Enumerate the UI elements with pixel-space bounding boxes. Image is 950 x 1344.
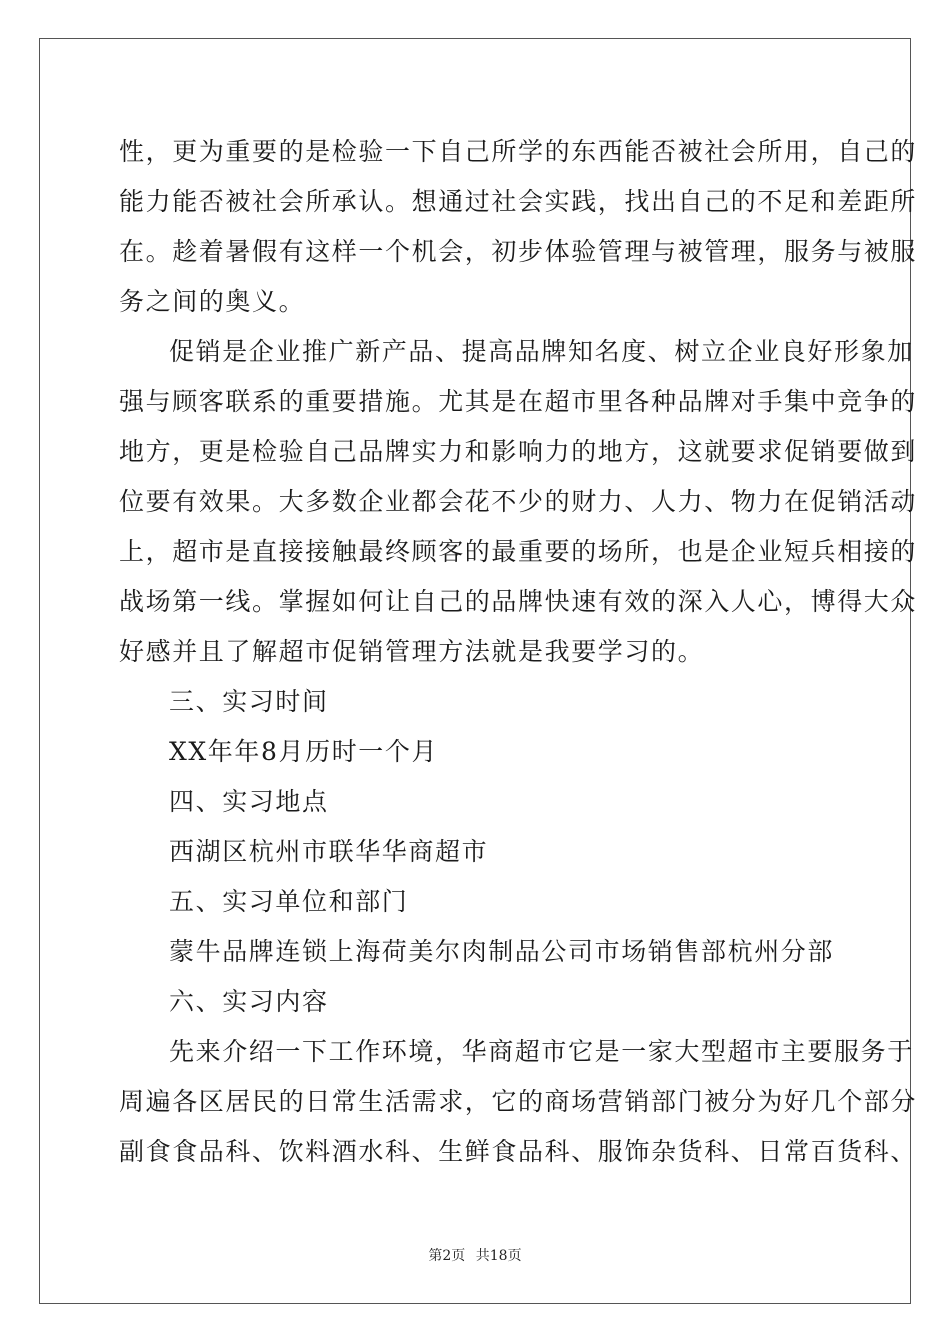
text-line: 务之间的奥义。 bbox=[119, 287, 306, 316]
text-line: 促销是企业推广新产品、提高品牌知名度、树立企业良好形象加 bbox=[169, 337, 914, 366]
page-number: 第2页 bbox=[428, 1248, 466, 1264]
text-line: 战场第一线。掌握如何让自己的品牌快速有效的深入人心，博得大众 bbox=[119, 587, 918, 616]
document-body bbox=[119, 127, 918, 1177]
section-heading: 三、实习时间 bbox=[169, 687, 329, 716]
text-line: 强与顾客联系的重要措施。尤其是在超市里各种品牌对手集中竞争的 bbox=[119, 387, 918, 416]
text-line: 先来介绍一下工作环境，华商超市它是一家大型超市主要服务于 bbox=[169, 1037, 914, 1066]
page-footer bbox=[0, 1245, 950, 1265]
section-heading: 四、实习地点 bbox=[169, 787, 329, 816]
section-text: 西湖区杭州市联华华商超市 bbox=[169, 837, 489, 866]
text-line: 副食食品科、饮料酒水科、生鲜食品科、服饰杂货科、日常百货科、 bbox=[119, 1137, 918, 1166]
text-line: 位要有效果。大多数企业都会花不少的财力、人力、物力在促销活动 bbox=[119, 487, 918, 516]
section-heading: 六、实习内容 bbox=[169, 987, 329, 1016]
section-text: XX年年8月历时一个月 bbox=[169, 737, 439, 766]
page-total: 共18页 bbox=[475, 1248, 522, 1264]
text-line: 在。趁着暑假有这样一个机会，初步体验管理与被管理，服务与被服 bbox=[119, 237, 918, 266]
section-heading: 五、实习单位和部门 bbox=[169, 887, 409, 916]
text-line: 能力能否被社会所承认。想通过社会实践，找出自己的不足和差距所 bbox=[119, 187, 918, 216]
text-line: 地方，更是检验自己品牌实力和影响力的地方，这就要求促销要做到 bbox=[119, 437, 918, 466]
text-line: 上，超市是直接接触最终顾客的最重要的场所，也是企业短兵相接的 bbox=[119, 537, 918, 566]
text-line: 性，更为重要的是检验一下自己所学的东西能否被社会所用，自己的 bbox=[119, 137, 918, 166]
text-line: 好感并且了解超市促销管理方法就是我要学习的。 bbox=[119, 637, 705, 666]
section-text: 蒙牛品牌连锁上海荷美尔肉制品公司市场销售部杭州分部 bbox=[169, 937, 835, 966]
text-line: 周遍各区居民的日常生活需求，它的商场营销部门被分为好几个部分 bbox=[119, 1087, 918, 1116]
